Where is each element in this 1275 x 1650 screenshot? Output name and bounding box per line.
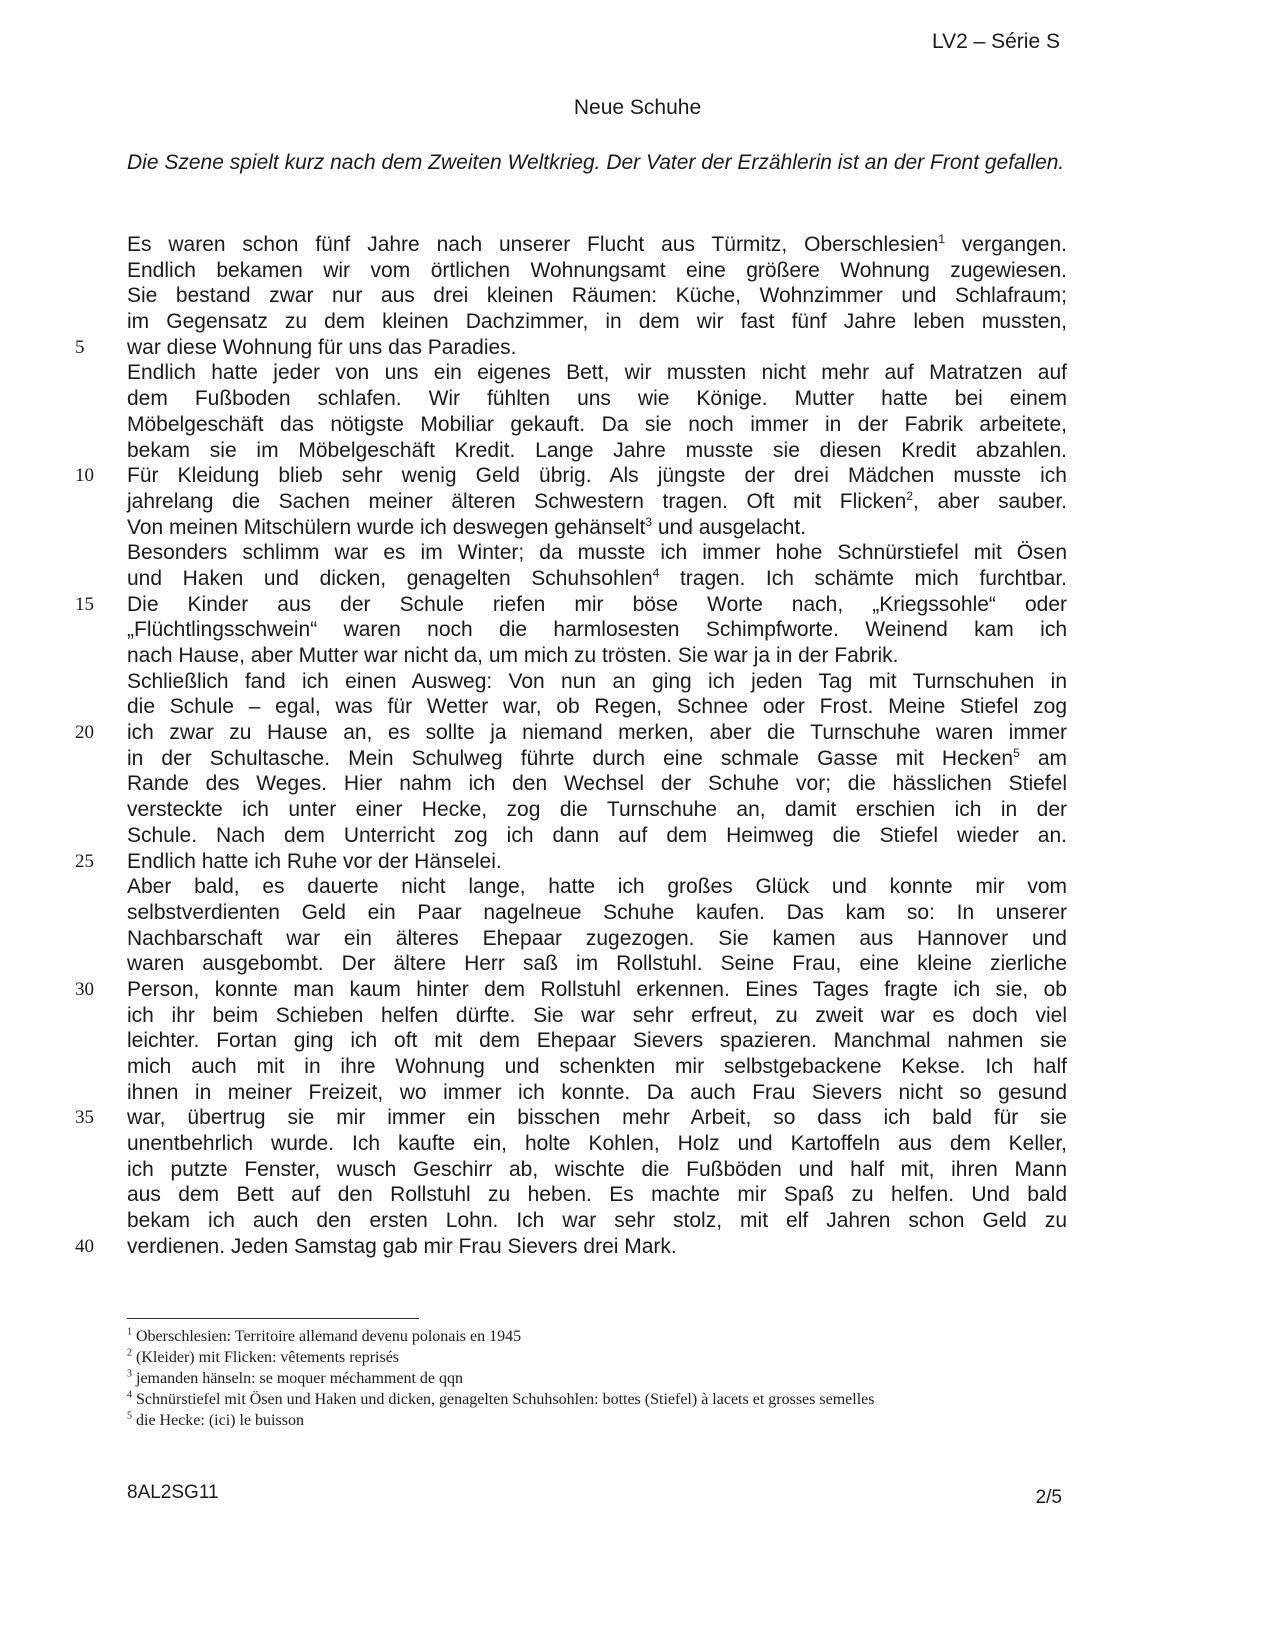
text-segment: , aber sauber. (913, 489, 1068, 513)
text-line (127, 669, 1067, 695)
text-segment: Rande des Weges. Hier nahm ich den Wechsel der Schuhe vor; die hässlichen Stiefel (127, 772, 1067, 796)
text-line (127, 1080, 1067, 1106)
text-segment: ich ihr beim Schieben helfen dürfte. Sie war sehr erfreut, zu zweit war es doch viel (127, 1003, 1067, 1027)
footnote-ref: 3 (645, 514, 653, 529)
series-header: LV2 – Série S (931, 30, 1060, 53)
text-segment: bekam ich auch den ersten Lohn. Ich war sehr stolz, mit elf Jahren schon Geld zu (127, 1209, 1067, 1233)
text-line (127, 566, 1067, 592)
text-line (127, 515, 1067, 541)
text-line (127, 874, 1067, 900)
text-line (127, 926, 1067, 952)
text-line (75, 592, 1067, 618)
footnote-item (127, 1410, 1087, 1431)
text-line (75, 463, 1067, 489)
text-line (127, 617, 1067, 643)
footnote-ref: 4 (652, 565, 660, 580)
text-segment: war, übertrug sie mir immer ein bisschen mehr Arbeit, so dass ich bald für sie (127, 1106, 1067, 1130)
footnote-number: 4 (127, 1389, 132, 1401)
text-line (127, 438, 1067, 464)
footnote-item (127, 1347, 1087, 1368)
text-segment: Aber bald, es dauerte nicht lange, hatte ich großes Glück und konnte mir vom (127, 875, 1067, 899)
line-number: 40 (75, 1235, 94, 1257)
text-segment: Schließlich fand ich einen Ausweg: Von nun an ging ich jeden Tag mit Turnschuhen in (127, 669, 1067, 693)
text-segment: die Schule – egal, was für Wetter war, ob Regen, Schnee oder Frost. Meine Stiefel zog (127, 695, 1067, 719)
text-line (127, 694, 1067, 720)
intro-paragraph: Die Szene spielt kurz nach dem Zweiten Weltkrieg. Der Vater der Erzählerin ist an der Front gefallen. (127, 151, 1065, 174)
footnote-item (127, 1368, 1087, 1389)
text-segment: ihnen in meiner Freizeit, wo immer ich konnte. Da auch Frau Sievers nicht so gesund (127, 1080, 1067, 1104)
footnote-text: (Kleider) mit Flicken: vêtements reprisés (132, 1349, 400, 1366)
text-segment: Sie bestand zwar nur aus drei kleinen Räumen: Küche, Wohnzimmer und Schlafraum; (127, 284, 1067, 308)
text-segment: versteckte ich unter einer Hecke, zog die Turnschuhe an, damit erschien ich in der (127, 798, 1067, 822)
footnote-text: Oberschlesien: Territoire allemand devenu polonais en 1945 (132, 1328, 522, 1345)
text-segment: tragen. Ich schämte mich furchtbar. (659, 566, 1067, 590)
text-segment: Es waren schon fünf Jahre nach unserer Flucht aus Türmitz, Oberschlesien (127, 233, 939, 256)
text-segment: Endlich bekamen wir vom örtlichen Wohnungsamt eine größere Wohnung zugewiesen. (127, 258, 1067, 282)
text-line (127, 489, 1067, 515)
text-segment: dem Fußboden schlafen. Wir fühlten uns wie Könige. Mutter hatte bei einem (127, 387, 1067, 411)
text-segment: in der Schultasche. Mein Schulweg führte durch eine schmale Gasse mit Hecken (127, 746, 1014, 770)
text-segment: Person, konnte man kaum hinter dem Rollstuhl erkennen. Eines Tages fragte ich sie, ob (127, 977, 1067, 1001)
line-number: 10 (75, 465, 94, 487)
text-segment: bekam sie im Möbelgeschäft Kredit. Lange Jahre musste sie diesen Kredit abzahlen. (127, 438, 1067, 462)
footnote-item (127, 1326, 1087, 1347)
text-segment: am (1019, 746, 1067, 770)
text-segment: Nachbarschaft war ein älteres Ehepaar zugezogen. Sie kamen aus Hannover und (127, 926, 1067, 950)
footnote-number: 1 (127, 1326, 132, 1338)
text-segment: waren ausgebombt. Der ältere Herr saß im Rollstuhl. Seine Frau, eine kleine zierliche (127, 952, 1067, 976)
text-segment: Möbelgeschäft das nötigste Mobiliar gekauft. Da sie noch immer in der Fabrik arbeitete, (127, 412, 1067, 436)
text-segment: Schule. Nach dem Unterricht zog ich dann auf dem Heimweg die Stiefel wieder an. (127, 823, 1067, 847)
text-line (127, 746, 1067, 772)
line-number: 5 (75, 336, 85, 358)
text-segment: jahrelang die Sachen meiner älteren Schwestern tragen. Oft mit Flicken (127, 489, 907, 513)
line-number: 25 (75, 850, 94, 872)
text-line (75, 335, 1067, 361)
text-segment: Von meinen Mitschülern wurde ich deswegen gehänselt (127, 515, 646, 539)
text-line (127, 900, 1067, 926)
text-segment: und ausgelacht. (652, 515, 807, 539)
footnote-text: die Hecke: (ici) le buisson (132, 1412, 304, 1429)
text-line (75, 720, 1067, 746)
line-number: 15 (75, 593, 94, 615)
text-line (127, 643, 1067, 669)
footnote-text: jemanden hänseln: se moquer méchamment de qqn (132, 1370, 464, 1387)
text-segment: Besonders schlimm war es im Winter; da musste ich immer hohe Schnürstiefel mit Ösen (127, 541, 1067, 565)
body-text (75, 232, 1068, 1260)
text-line (127, 1028, 1067, 1054)
text-line (127, 823, 1067, 849)
text-line (75, 1105, 1067, 1131)
text-line (127, 1182, 1067, 1208)
footnote-number: 3 (127, 1368, 132, 1380)
text-line (75, 1234, 1067, 1260)
text-segment: war diese Wohnung für uns das Paradies. (127, 335, 517, 359)
text-segment: im Gegensatz zu dem kleinen Dachzimmer, in dem wir fast fünf Jahre leben mussten, (127, 310, 1067, 334)
text-line (127, 258, 1067, 284)
text-line (127, 1208, 1067, 1234)
document-code: 8AL2SG11 (127, 1482, 219, 1503)
text-segment: Für Kleidung blieb sehr wenig Geld übrig. Als jüngste der drei Mädchen musste ich (127, 464, 1067, 488)
footnote-ref: 5 (1013, 745, 1020, 760)
text-segment: Endlich hatte ich Ruhe vor der Hänselei. (127, 849, 502, 873)
text-segment: mich auch mit in ihre Wohnung und schenkten mir selbstgebackene Kekse. Ich half (127, 1055, 1067, 1078)
footnote-ref: 1 (938, 232, 946, 246)
line-number: 20 (75, 722, 94, 744)
page-number: 2/5 (1035, 1487, 1062, 1508)
footnote-rule (127, 1318, 419, 1319)
text-line (127, 412, 1067, 438)
text-segment: leichter. Fortan ging ich oft mit dem Ehepaar Sievers spazieren. Manchmal nahmen sie (127, 1029, 1067, 1053)
footnote-number: 2 (127, 1347, 132, 1359)
text-segment: ich putzte Fenster, wusch Geschirr ab, wischte die Fußböden und half mit, ihren Mann (127, 1157, 1067, 1181)
text-line (127, 951, 1067, 977)
text-segment: vergangen. (945, 233, 1067, 256)
text-segment: „Flüchtlingsschwein“ waren noch die harmlosesten Schimpfworte. Weinend kam ich (127, 618, 1067, 642)
text-line (127, 540, 1067, 566)
text-line (127, 283, 1067, 309)
footnote-ref: 2 (906, 488, 913, 503)
text-line (127, 360, 1067, 386)
text-line (75, 849, 1067, 875)
text-line (127, 386, 1067, 412)
text-line (127, 771, 1067, 797)
footnotes (127, 1326, 1087, 1431)
text-segment: verdienen. Jeden Samstag gab mir Frau Sievers drei Mark. (127, 1234, 677, 1258)
text-segment: aus dem Bett auf den Rollstuhl zu heben. Es machte mir Spaß zu helfen. Und bald (127, 1183, 1067, 1207)
text-segment: ich zwar zu Hause an, es sollte ja niemand merken, aber die Turnschuhe waren immer (127, 721, 1067, 745)
text-segment: selbstverdienten Geld ein Paar nagelneue Schuhe kaufen. Das kam so: In unserer (127, 900, 1067, 924)
text-line (127, 1157, 1067, 1183)
text-segment: Die Kinder aus der Schule riefen mir böse Worte nach, „Kriegssohle“ oder (127, 592, 1067, 616)
footnote-number: 5 (127, 1410, 132, 1422)
document-title: Neue Schuhe (573, 96, 702, 119)
text-line (127, 309, 1067, 335)
text-segment: und Haken und dicken, genagelten Schuhsohlen (127, 566, 653, 590)
footnote-text: Schnürstiefel mit Ösen und Haken und dicken, genagelten Schuhsohlen: bottes (Stiefel) à lacets et grosses semelles (132, 1391, 875, 1408)
text-segment: Endlich hatte jeder von uns ein eigenes Bett, wir mussten nicht mehr auf Matratzen auf (127, 361, 1067, 385)
footnote-item (127, 1389, 1087, 1410)
text-line (127, 1131, 1067, 1157)
text-segment: nach Hause, aber Mutter war nicht da, um mich zu trösten. Sie war ja in der Fabrik. (127, 644, 899, 667)
text-segment: unentbehrlich wurde. Ich kaufte ein, holte Kohlen, Holz und Kartoffeln aus dem Keller, (127, 1132, 1067, 1156)
line-number: 35 (75, 1107, 94, 1129)
text-line (127, 232, 1067, 258)
text-line (75, 977, 1067, 1003)
text-line (127, 797, 1067, 823)
text-line (127, 1003, 1067, 1029)
text-line (127, 1054, 1067, 1080)
line-number: 30 (75, 978, 94, 1000)
